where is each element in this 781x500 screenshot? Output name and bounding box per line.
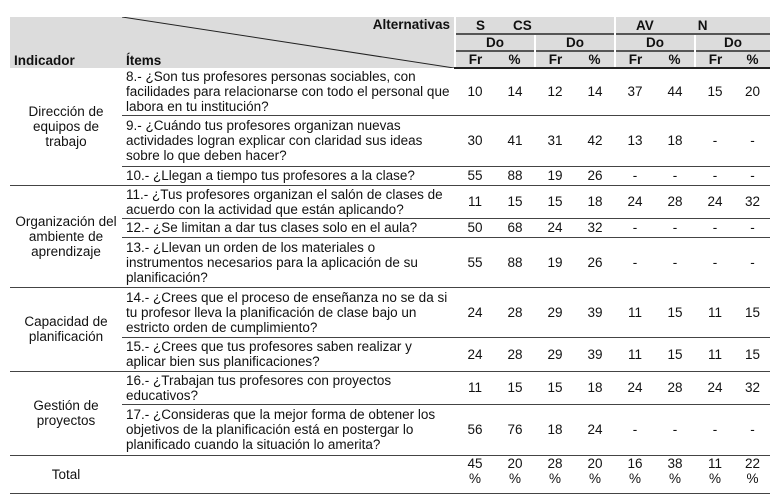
value-cell: 11 (455, 185, 495, 218)
value-cell: 24 (535, 218, 575, 237)
value-cell: 24 (615, 371, 655, 404)
total-label: Total (10, 455, 122, 493)
value-cell: 11 (455, 371, 495, 404)
value-cell: 29 (535, 337, 575, 371)
table-row (10, 115, 770, 166)
table-row (10, 237, 770, 287)
value-cell: 12 (535, 68, 575, 115)
value-cell: 42 (575, 115, 615, 166)
header-fr: Fr (615, 51, 655, 68)
value-cell: 32 (575, 218, 615, 237)
value-cell: 15 (535, 185, 575, 218)
value-cell: 76 (495, 404, 535, 455)
value-cell: 26 (575, 166, 615, 185)
table-row (10, 287, 770, 337)
item-text: 13.- ¿Llevan un orden de los materiales o instrumentos necesarios para la aplicación de su planificación? (122, 237, 455, 287)
value-cell: 24 (615, 185, 655, 218)
value-cell: 56 (455, 404, 495, 455)
total-value: 45 % (455, 455, 495, 493)
value-cell: 11 (615, 287, 655, 337)
value-cell: - (735, 404, 770, 455)
value-cell: - (655, 166, 695, 185)
value-cell: 19 (535, 237, 575, 287)
value-cell: 28 (495, 287, 535, 337)
header-group-2: AV N (615, 17, 770, 34)
value-cell: 13 (615, 115, 655, 166)
total-row (10, 455, 770, 493)
total-value: 11 % (695, 455, 735, 493)
header-pct: % (495, 51, 535, 68)
value-cell: - (655, 404, 695, 455)
value-cell: 32 (735, 185, 770, 218)
header-pct: % (655, 51, 695, 68)
header-pct: % (575, 51, 615, 68)
header-items: Ítems (122, 34, 455, 68)
value-cell: 10 (455, 68, 495, 115)
table-row (10, 404, 770, 455)
value-cell: 24 (455, 337, 495, 371)
value-cell: 88 (495, 166, 535, 185)
header-do: Do (455, 34, 535, 51)
value-cell: - (695, 166, 735, 185)
value-cell: 24 (575, 404, 615, 455)
value-cell: 15 (535, 371, 575, 404)
header-fr: Fr (455, 51, 495, 68)
indicator-label: Dirección de equipos de trabajo (10, 68, 122, 185)
header-fr: Fr (535, 51, 575, 68)
value-cell: 18 (535, 404, 575, 455)
value-cell: 28 (495, 337, 535, 371)
value-cell: - (695, 237, 735, 287)
indicator-label: Gestión de proyectos (10, 371, 122, 455)
header-group-1: S CS (455, 17, 615, 34)
table-row (10, 185, 770, 218)
item-text: 12.- ¿Se limitan a dar tus clases solo en el aula? (122, 218, 455, 237)
value-cell: 24 (455, 287, 495, 337)
empty-cell (122, 455, 455, 493)
value-cell: 24 (695, 371, 735, 404)
header-do: Do (535, 34, 615, 51)
value-cell: 18 (655, 115, 695, 166)
table-row (10, 68, 770, 115)
header-indicador: Indicador (10, 17, 122, 68)
indicator-label: Organización del ambiente de aprendizaje (10, 185, 122, 287)
value-cell: 15 (495, 185, 535, 218)
value-cell: - (735, 218, 770, 237)
value-cell: 15 (655, 337, 695, 371)
value-cell: - (735, 237, 770, 287)
value-cell: - (695, 404, 735, 455)
total-value: 20 % (495, 455, 535, 493)
value-cell: 14 (495, 68, 535, 115)
value-cell: 24 (695, 185, 735, 218)
total-value: 20 % (575, 455, 615, 493)
value-cell: 30 (455, 115, 495, 166)
value-cell: - (615, 237, 655, 287)
value-cell: - (735, 115, 770, 166)
value-cell: 29 (535, 287, 575, 337)
results-table (10, 17, 770, 494)
value-cell: 88 (495, 237, 535, 287)
value-cell: - (615, 166, 655, 185)
header-fr: Fr (695, 51, 735, 68)
item-text: 15.- ¿Crees que tus profesores saben realizar y aplicar bien sus planificaciones? (122, 337, 455, 371)
value-cell: 39 (575, 287, 615, 337)
header-alternativas: Alternativas (122, 17, 455, 34)
total-value: 28 % (535, 455, 575, 493)
value-cell: - (655, 218, 695, 237)
value-cell: 11 (695, 337, 735, 371)
value-cell: 20 (735, 68, 770, 115)
value-cell: 11 (695, 287, 735, 337)
value-cell: 18 (575, 371, 615, 404)
value-cell: 19 (535, 166, 575, 185)
value-cell: 31 (535, 115, 575, 166)
item-text: 16.- ¿Trabajan tus profesores con proyectos educativos? (122, 371, 455, 404)
item-text: 8.- ¿Son tus profesores personas sociables, con facilidades para relacionarse con todo el personal que labora en tu institución? (122, 68, 455, 115)
total-value: 16 % (615, 455, 655, 493)
item-text: 14.- ¿Crees que el proceso de enseñanza no se da si tu profesor lleva la planificación de clase bajo un estricto orden de cumplimiento? (122, 287, 455, 337)
value-cell: 50 (455, 218, 495, 237)
value-cell: 18 (575, 185, 615, 218)
value-cell: 68 (495, 218, 535, 237)
table-row (10, 371, 770, 404)
value-cell: 15 (495, 371, 535, 404)
header-do: Do (695, 34, 770, 51)
item-text: 9.- ¿Cuándo tus profesores organizan nuevas actividades logran explicar con claridad sus ideas sobre lo que deben hacer? (122, 115, 455, 166)
table-row (10, 337, 770, 371)
value-cell: 15 (695, 68, 735, 115)
value-cell: 44 (655, 68, 695, 115)
item-text: 10.- ¿Llegan a tiempo tus profesores a la clase? (122, 166, 455, 185)
value-cell: - (615, 218, 655, 237)
value-cell: - (695, 115, 735, 166)
value-cell: 39 (575, 337, 615, 371)
value-cell: 11 (615, 337, 655, 371)
value-cell: - (695, 218, 735, 237)
value-cell: 32 (735, 371, 770, 404)
value-cell: - (735, 166, 770, 185)
item-text: 17.- ¿Consideras que la mejor forma de obtener los objetivos de la planificación está en postergar lo planificado cuando la situación lo amerita? (122, 404, 455, 455)
value-cell: 15 (735, 287, 770, 337)
table-row (10, 166, 770, 185)
value-cell: 28 (655, 371, 695, 404)
value-cell: 15 (655, 287, 695, 337)
value-cell: 14 (575, 68, 615, 115)
value-cell: 15 (735, 337, 770, 371)
header-pct: % (735, 51, 770, 68)
value-cell: 26 (575, 237, 615, 287)
value-cell: 37 (615, 68, 655, 115)
indicator-label: Capacidad de planificación (10, 287, 122, 371)
table-row (10, 218, 770, 237)
header-do: Do (615, 34, 695, 51)
total-value: 38 % (655, 455, 695, 493)
total-value: 22 % (735, 455, 770, 493)
value-cell: 55 (455, 166, 495, 185)
value-cell: - (615, 404, 655, 455)
value-cell: 28 (655, 185, 695, 218)
value-cell: 41 (495, 115, 535, 166)
value-cell: - (655, 237, 695, 287)
item-text: 11.- ¿Tus profesores organizan el salón de clases de acuerdo con la actividad que están aplicando? (122, 185, 455, 218)
value-cell: 55 (455, 237, 495, 287)
